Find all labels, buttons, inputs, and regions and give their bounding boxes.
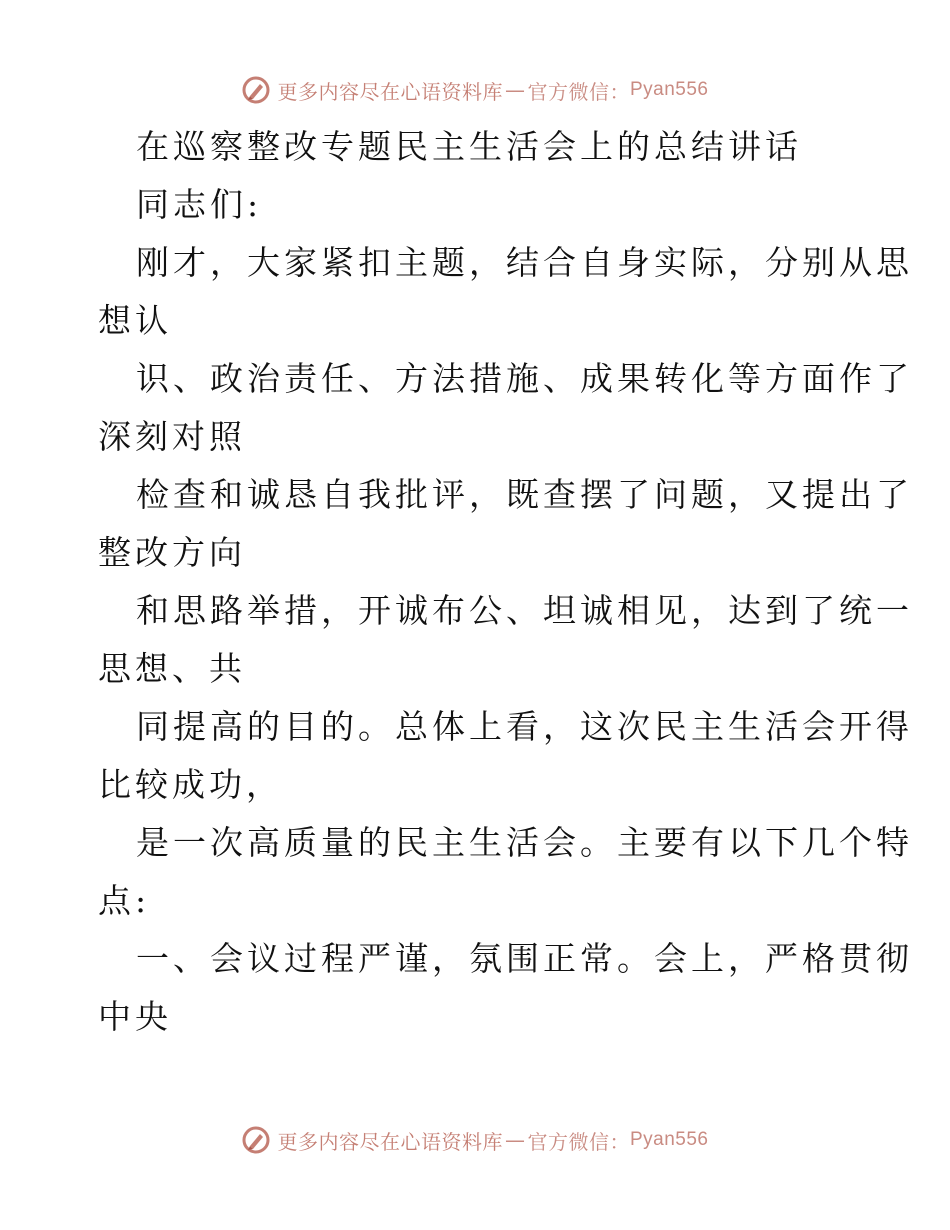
paragraph-line: 深刻对照 (98, 417, 246, 456)
watermark-dash: — (504, 1128, 526, 1152)
watermark-wechat-id: Pyan556 (629, 79, 709, 100)
paragraph-line: 中央 (98, 997, 172, 1036)
pen-logo-icon (241, 1125, 271, 1155)
document-title: 在巡察整改专题民主生活会上的总结讲话 (136, 127, 802, 166)
paragraph-line: 和思路举措，开诚布公、坦诚相见，达到了统一 (136, 591, 913, 630)
watermark-wechat-id: Pyan556 (629, 1129, 709, 1150)
footer-watermark (0, 1120, 950, 1160)
paragraph-line: 刚才，大家紧扣主题，结合自身实际，分别从思 (136, 243, 913, 282)
paragraph-line: 是一次高质量的民主生活会。主要有以下几个特 (136, 823, 913, 862)
paragraph-line: 同提高的目的。总体上看，这次民主生活会开得 (136, 707, 913, 746)
paragraph-line: 比较成功， (98, 765, 283, 804)
watermark-wechat-label: 官方微信： (527, 1129, 630, 1154)
watermark-wechat-label: 官方微信： (527, 79, 630, 104)
paragraph-line: 想认 (98, 301, 172, 340)
paragraph-line: 检查和诚恳自我批评，既查摆了问题，又提出了 (136, 475, 913, 514)
paragraph-line: 思想、共 (98, 649, 246, 688)
document-body (98, 118, 913, 1046)
watermark-title: 更多内容尽在心语资料库 (277, 1129, 503, 1154)
paragraph-line: 整改方向 (98, 533, 246, 572)
salutation: 同志们: (136, 185, 263, 224)
watermark-title: 更多内容尽在心语资料库 (277, 79, 503, 104)
paragraph-line: 一、会议过程严谨，氛围正常。会上，严格贯彻 (136, 939, 913, 978)
paragraph-line: 点: (98, 881, 151, 920)
paragraph-line: 识、政治责任、方法措施、成果转化等方面作了 (136, 359, 913, 398)
watermark-dash: — (504, 78, 526, 102)
header-watermark (0, 70, 950, 110)
pen-logo-icon (241, 75, 271, 105)
